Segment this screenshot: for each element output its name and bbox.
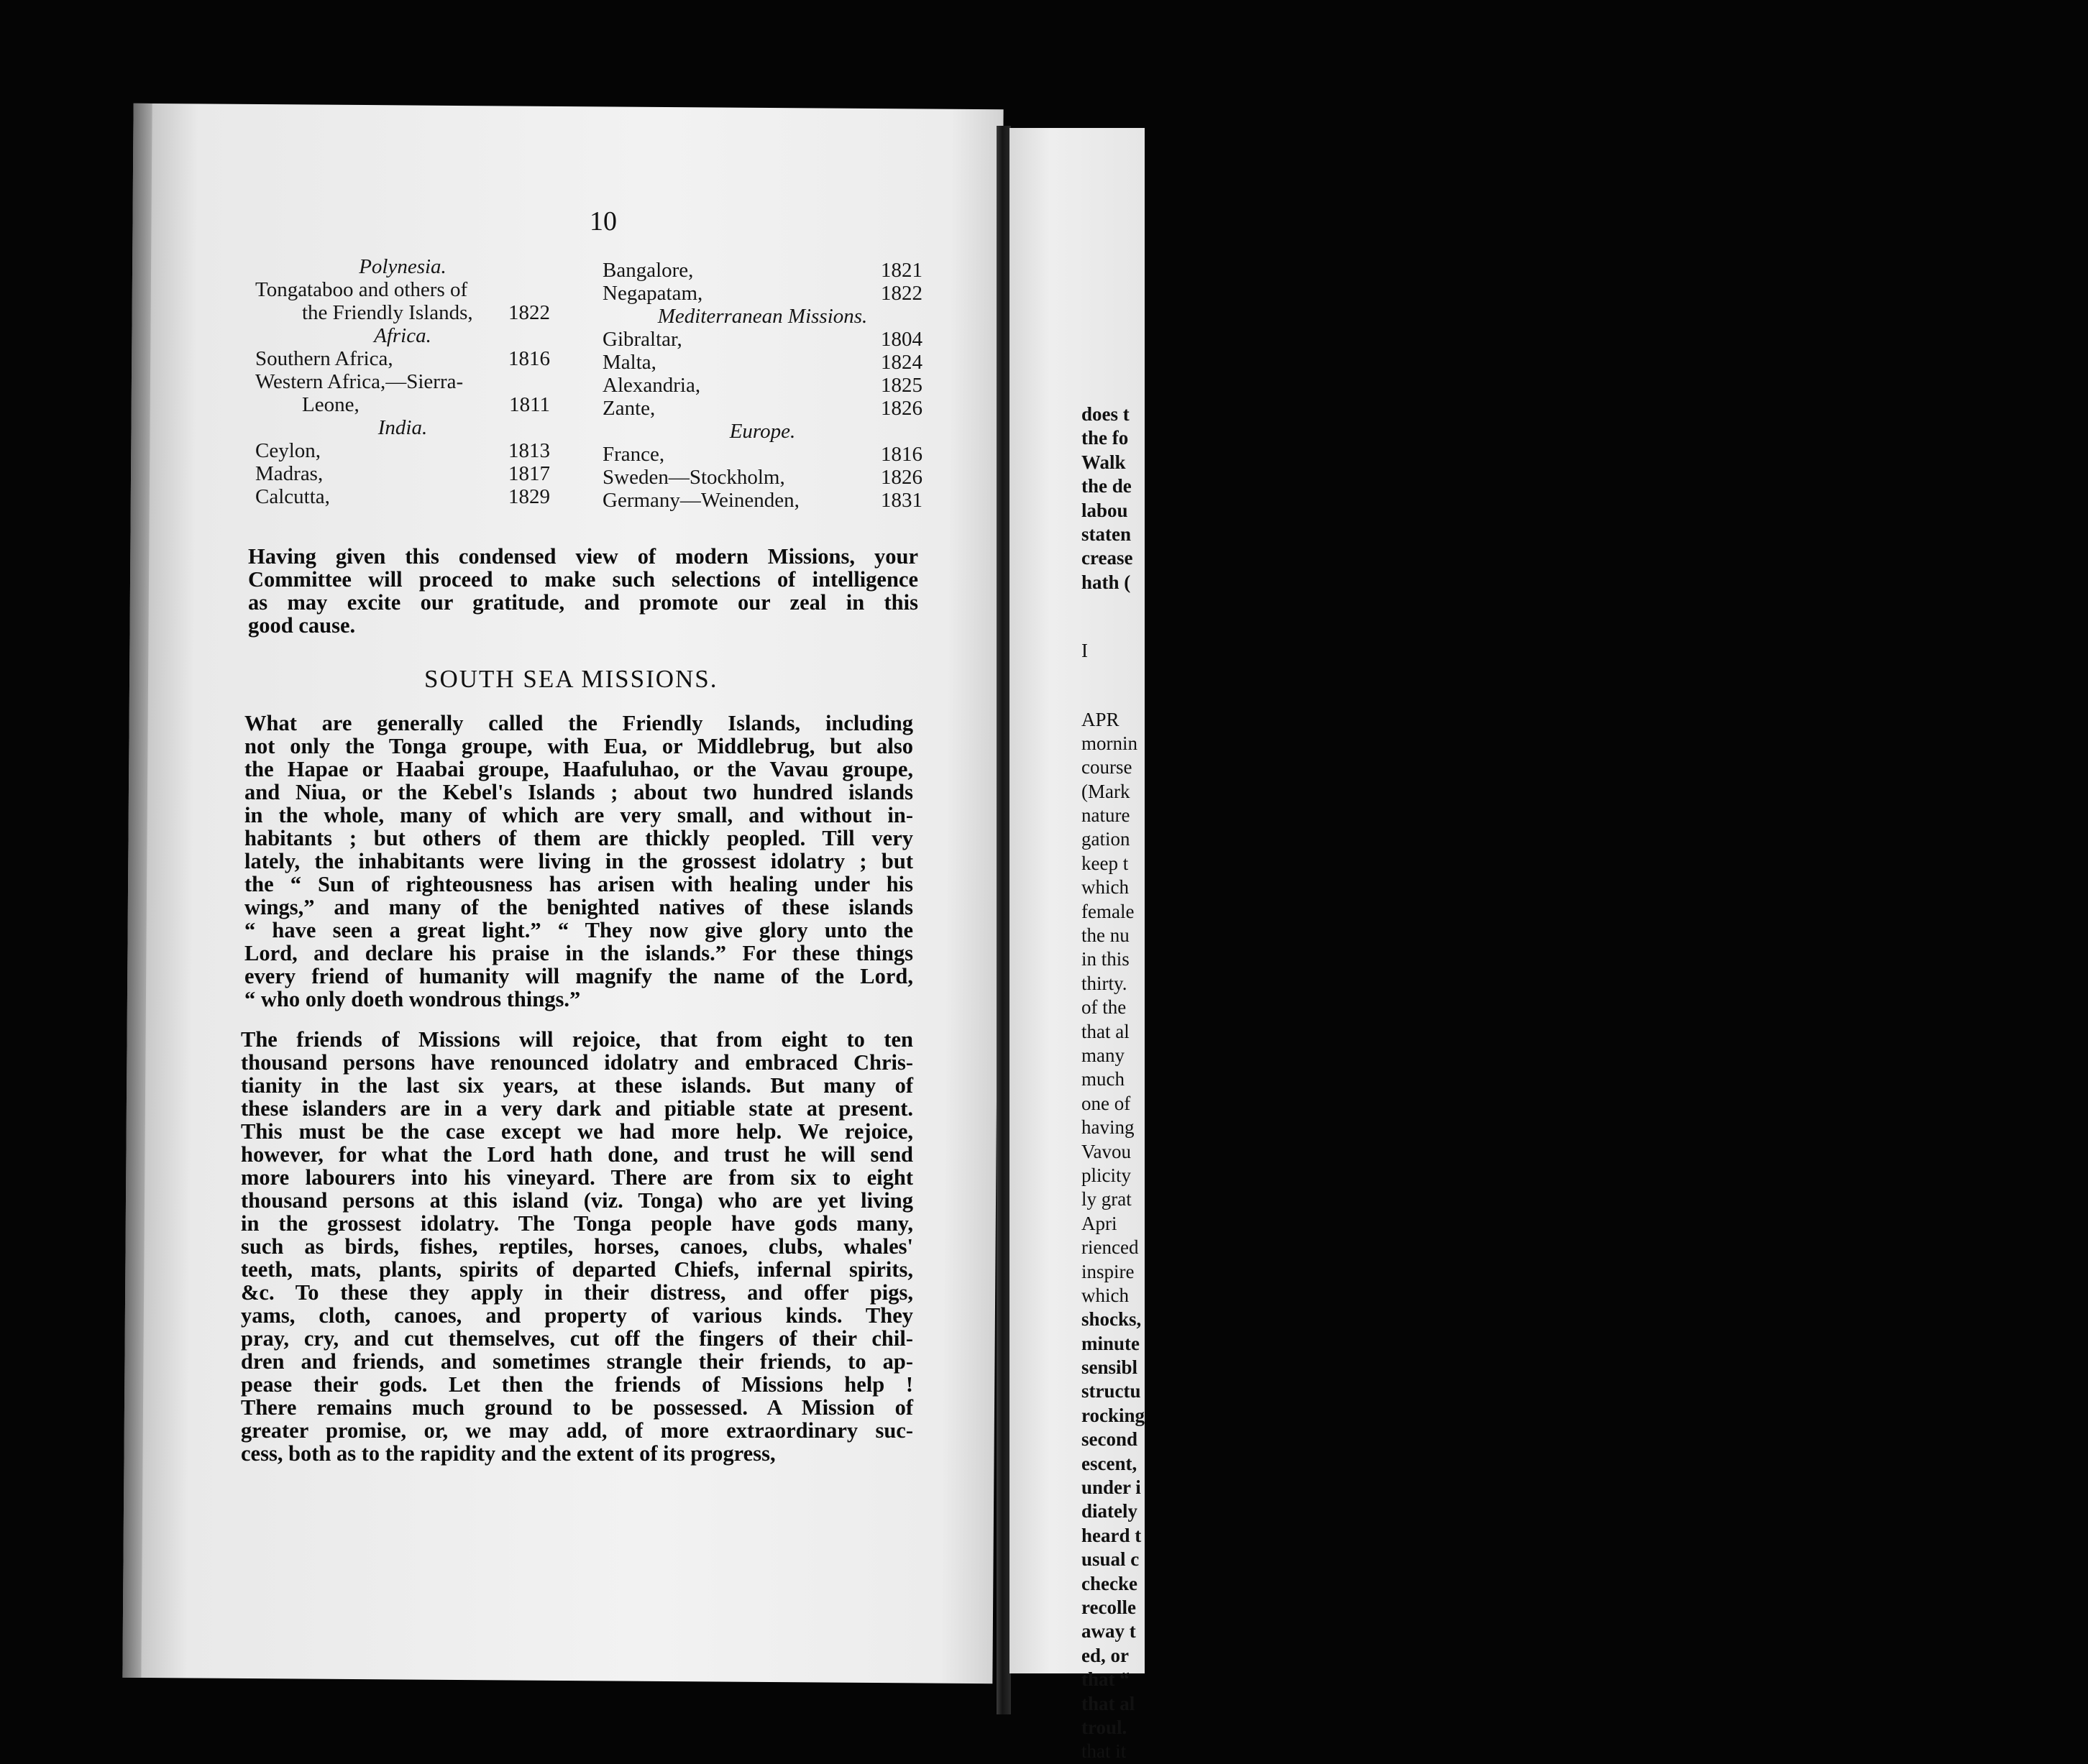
text-line: thousand persons have renounced idolatry and embraced Chris- — [241, 1050, 913, 1075]
right-page-line: which — [1081, 876, 1129, 899]
entry-year: 1816 — [881, 443, 922, 466]
right-page-line: nature — [1081, 804, 1130, 827]
entry-name: France, — [603, 443, 665, 466]
right-page-line: heard t — [1081, 1524, 1142, 1546]
entry-sweden — [603, 466, 922, 489]
right-page-line: the nu — [1081, 924, 1130, 947]
book-gutter — [997, 126, 1011, 1714]
right-page-line: ed, or — [1081, 1644, 1129, 1666]
body-paragraph-1 — [244, 712, 913, 1011]
text-line: these islanders are in a very dark and pitiable state at present. — [241, 1096, 913, 1121]
heading-india: India. — [377, 416, 428, 439]
right-page-line: of the — [1081, 996, 1127, 1019]
right-page-line: which — [1081, 1284, 1129, 1306]
right-page-line: the fo — [1081, 427, 1129, 449]
text-line: Having given this condensed view of modern Missions, your — [248, 544, 918, 569]
right-page-line: minute — [1081, 1332, 1140, 1354]
text-line: pease their gods. Let then the friends of Missions help ! — [241, 1372, 913, 1397]
entry-name: Madras, — [255, 462, 324, 485]
entry-sierra-leone — [255, 393, 550, 416]
right-page-line: structu — [1081, 1380, 1141, 1402]
text-line: Committee will proceed to make such selections of intelligence — [248, 567, 918, 592]
right-page-line: rocking — [1081, 1404, 1145, 1426]
section-title: SOUTH SEA MISSIONS. — [424, 665, 718, 693]
right-page-line: crease — [1081, 547, 1133, 569]
right-page-line: much — [1081, 1068, 1125, 1090]
entry-name: Sweden—Stockholm, — [603, 466, 785, 489]
text-line: cess, both as to the rapidity and the extent of its progress, — [241, 1441, 776, 1466]
entry-name: Ceylon, — [255, 439, 321, 462]
entry-southern-africa — [255, 347, 550, 370]
entry-year: 1824 — [881, 351, 922, 374]
right-page — [1009, 128, 1145, 1763]
right-page-line: female — [1081, 900, 1135, 922]
entry-name: Malta, — [603, 351, 656, 374]
text-line: “ who only doeth wondrous things.” — [244, 987, 581, 1011]
right-page-line: recolle — [1081, 1596, 1136, 1618]
right-page-text — [1081, 403, 2088, 1764]
entry-name: Alexandria, — [603, 374, 701, 397]
entry-bangalore — [603, 259, 922, 282]
right-page-line: Walk — [1081, 451, 1126, 473]
entry-madras — [255, 462, 550, 485]
text-line: yams, cloth, canoes, and property of various kinds. They — [241, 1303, 913, 1328]
right-page-line: staten — [1081, 523, 1131, 545]
text-line: and Niua, or the Kebel's Islands ; about two hundred islands — [244, 780, 913, 804]
entry-western-africa — [255, 370, 550, 393]
entry-name: Zante, — [603, 397, 656, 420]
entry-name: Bangalore, — [603, 259, 694, 282]
entry-year: 1813 — [508, 439, 550, 462]
right-page-line: checke — [1081, 1572, 1137, 1594]
entry-name: Leone, — [302, 393, 360, 416]
entry-year: 1811 — [509, 393, 550, 416]
heading-africa: Africa. — [374, 324, 431, 347]
right-page-line: one of — [1081, 1092, 1131, 1114]
text-line: as may excite our gratitude, and promote our zeal in this — [248, 590, 918, 615]
text-line: “ have seen a great light.” “ They now give glory unto the — [244, 918, 913, 942]
heading-polynesia: Polynesia. — [359, 255, 447, 278]
right-page-line: Apri — [1081, 1212, 1117, 1234]
right-page-line: course — [1081, 756, 1132, 778]
mission-list-right — [603, 259, 922, 512]
entry-year: 1825 — [881, 374, 922, 397]
text-line: teeth, mats, plants, spirits of departed Chiefs, infernal spirits, — [241, 1257, 913, 1282]
right-page-line: many — [1081, 1044, 1125, 1066]
right-page-line: troul. — [1081, 1716, 1127, 1738]
entry-name: Western Africa,—Sierra- — [255, 370, 464, 393]
right-page-line: does t — [1081, 403, 1130, 425]
right-page-line: the de — [1081, 475, 1132, 497]
right-page-line: gation — [1081, 828, 1130, 850]
entry-negapatam — [603, 282, 922, 305]
text-line: This must be the case except we had more help. We rejoice, — [241, 1119, 913, 1144]
mission-list-left — [255, 255, 550, 508]
page-number: 10 — [590, 206, 617, 236]
text-line: There remains much ground to be possessed. A Mission of — [241, 1395, 913, 1420]
entry-year: 1826 — [881, 466, 922, 489]
text-line: the “ Sun of righteousness has arisen with healing under his — [244, 872, 913, 896]
entry-year: 1826 — [881, 397, 922, 420]
entry-malta — [603, 351, 922, 374]
entry-year: 1829 — [508, 485, 550, 508]
right-page-line: in this — [1081, 948, 1130, 970]
entry-name: Germany—Weinenden, — [603, 489, 800, 512]
text-line: lately, the inhabitants were living in the grossest idolatry ; but — [244, 849, 913, 873]
text-line: dren and friends, and sometimes strangle their friends, to ap- — [241, 1349, 913, 1374]
entry-name: Southern Africa, — [255, 347, 393, 370]
right-page-line: sensibl — [1081, 1356, 1138, 1379]
right-page-line: keep t — [1081, 852, 1129, 874]
entry-year: 1822 — [881, 282, 922, 305]
right-page-line: that “ — [1081, 1668, 1130, 1691]
right-page-line: second — [1081, 1428, 1138, 1451]
entry-year: 1822 — [508, 301, 550, 324]
right-page-line: inspire — [1081, 1260, 1135, 1282]
heading-mediterranean: Mediterranean Missions. — [657, 305, 868, 328]
text-line: good cause. — [248, 613, 356, 638]
entry-germany — [603, 489, 922, 512]
right-page-line: that al — [1081, 1020, 1130, 1042]
entry-name: Tongataboo and others of — [255, 278, 468, 301]
text-line: thousand persons at this island (viz. Tonga) who are yet living — [241, 1188, 913, 1213]
right-page-line: that it — [1081, 1740, 1127, 1763]
right-page-line: that al — [1081, 1692, 1135, 1714]
entry-name: Negapatam, — [603, 282, 703, 305]
text-line: every friend of humanity will magnify the name of the Lord, — [244, 964, 913, 988]
entry-year: 1831 — [881, 489, 922, 512]
text-line: &c. To these they apply in their distress, and offer pigs, — [241, 1280, 913, 1305]
text-line: the Hapae or Haabai groupe, Haafuluhao, or the Vavau groupe, — [244, 757, 913, 781]
line-gap — [1081, 663, 2088, 708]
right-page-line: away t — [1081, 1620, 1136, 1643]
right-page-line: shocks, — [1081, 1308, 1142, 1331]
right-page-line: ly grat — [1081, 1188, 1132, 1211]
text-line: What are generally called the Friendly Islands, including — [244, 711, 913, 735]
right-page-line: (Mark — [1081, 780, 1130, 802]
entry-name: Calcutta, — [255, 485, 330, 508]
right-page-line: hath ( — [1081, 571, 1131, 593]
entry-gibraltar — [603, 328, 922, 351]
text-line: more labourers into his vineyard. There are from six to eight — [241, 1165, 913, 1190]
right-page-line: usual c — [1081, 1548, 1140, 1571]
text-line: wings,” and many of the benighted natives of these islands — [244, 895, 913, 919]
entry-friendly-islands — [255, 301, 550, 324]
right-page-line: having — [1081, 1116, 1135, 1139]
right-page-line: under i — [1081, 1476, 1141, 1499]
entry-year: 1821 — [881, 259, 922, 282]
entry-name: the Friendly Islands, — [302, 301, 473, 324]
text-line: in the grossest idolatry. The Tonga people have gods many, — [241, 1211, 913, 1236]
right-page-line: labou — [1081, 499, 1128, 521]
right-page-line: mornin — [1081, 732, 1137, 754]
entry-year: 1804 — [881, 328, 922, 351]
entry-france — [603, 443, 922, 466]
right-page-line: I — [1081, 640, 1088, 662]
text-line: The friends of Missions will rejoice, that from eight to ten — [241, 1027, 913, 1052]
text-line: in the whole, many of which are very small, and without in- — [244, 803, 913, 827]
entry-calcutta — [255, 485, 550, 508]
line-gap — [1081, 594, 2088, 639]
text-line: however, for what the Lord hath done, and trust he will send — [241, 1142, 913, 1167]
right-page-line: Vavou — [1081, 1140, 1131, 1162]
text-line: not only the Tonga groupe, with Eua, or Middlebrug, but also — [244, 734, 913, 758]
right-page-line: plicity — [1081, 1164, 1131, 1186]
right-page-line: diately — [1081, 1500, 1137, 1522]
text-line: habitants ; but others of them are thickly peopled. Till very — [244, 826, 913, 850]
right-page-line: thirty. — [1081, 972, 1127, 994]
entry-year: 1817 — [508, 462, 550, 485]
text-line: Lord, and declare his praise in the islands.” For these things — [244, 941, 913, 965]
text-line: tianity in the last six years, at these islands. But many of — [241, 1073, 913, 1098]
entry-ceylon — [255, 439, 550, 462]
entry-year: 1816 — [508, 347, 550, 370]
entry-tongataboo — [255, 278, 550, 301]
entry-alexandria — [603, 374, 922, 397]
intro-paragraph — [248, 545, 918, 637]
heading-europe: Europe. — [729, 420, 796, 443]
text-line: pray, cry, and cut themselves, cut off the fingers of their chil- — [241, 1326, 913, 1351]
entry-zante — [603, 397, 922, 420]
text-line: such as birds, fishes, reptiles, horses, canoes, clubs, whales' — [241, 1234, 913, 1259]
text-line: greater promise, or, we may add, of more extraordinary suc- — [241, 1418, 913, 1443]
body-paragraph-2 — [241, 1028, 913, 1465]
right-page-line: escent, — [1081, 1452, 1137, 1474]
entry-name: Gibraltar, — [603, 328, 682, 351]
right-page-line: APR — [1081, 708, 1119, 730]
right-page-line: rienced — [1081, 1236, 1139, 1259]
